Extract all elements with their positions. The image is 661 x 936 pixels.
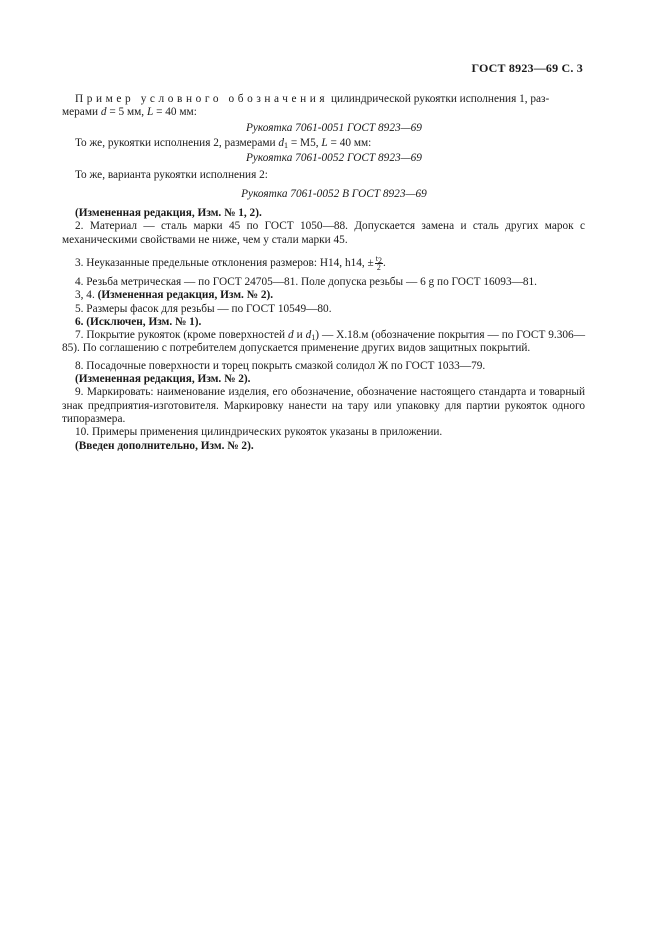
- item-8-grease: 8. Посадочные поверхности и торец покрыть смазкой солидол Ж по ГОСТ 1033—79.: [75, 359, 486, 372]
- frac-den: 2: [376, 262, 381, 272]
- example-paragraph: [75, 93, 585, 106]
- designation-2: Рукоятка 7061-0052 ГОСТ 8923—69: [246, 152, 422, 165]
- designation-1: Рукоятка 7061-0051 ГОСТ 8923—69: [246, 121, 422, 134]
- item-2-material: 2. Материал — сталь марки 45 по ГОСТ 1050—88. Допускается замена и сталь других марок с механическими свойствами не ниже, чем у стали марки 45.: [62, 220, 585, 246]
- item-7-b: ) — X.18.м (обозначение покрытия — по ГОСТ 9.306—85). По соглашению с потребителем допускается применение других видов защитных покрытий.: [62, 329, 585, 355]
- item-7-d1: d: [305, 329, 312, 342]
- item-3-4-note: (Измененная редакция, Изм. № 2).: [97, 289, 274, 302]
- frac-num: t: [375, 253, 378, 263]
- same-version2: [75, 137, 585, 150]
- same2-c: = 40 мм:: [327, 136, 372, 149]
- designation-3: Рукоятка 7061-0052 В ГОСТ 8923—69: [241, 187, 427, 200]
- item-9-marking: 9. Маркировать: наименование изделия, его обозначение, обозначение настоящего стандарта и товарный знак предприятия-изготовителя. Маркировку нанести на тару или упаковку для партии рукояток одного типоразмера.: [62, 386, 585, 425]
- item-3-4-number: 3, 4.: [75, 289, 98, 302]
- var-d1-sub: 1: [284, 140, 289, 150]
- var-d: d: [100, 106, 107, 119]
- item-3-4-revision: [75, 289, 585, 302]
- var-d1: d: [278, 136, 285, 149]
- var-L2: L: [321, 136, 328, 149]
- example-line2-prefix: мерами: [62, 106, 101, 119]
- page-header: ГОСТ 8923—69 С. 3: [471, 61, 583, 75]
- item-7-a: 7. Покрытие рукояток (кроме поверхностей: [75, 329, 289, 342]
- item-3-text: 3. Неуказанные предельные отклонения размеров: H14, h14, ±: [75, 257, 374, 270]
- item-7-d1-sub: 1: [311, 333, 316, 343]
- example-line2: [62, 106, 585, 119]
- example-text: цилиндрической рукоятки исполнения 1, раз-: [328, 93, 550, 105]
- item-3-end: .: [382, 257, 386, 270]
- same2-b: = M5,: [288, 136, 322, 149]
- revision-note-2: (Измененная редакция, Изм. № 2).: [75, 373, 251, 386]
- revision-note-1: (Измененная редакция, Изм. № 1, 2).: [75, 207, 262, 220]
- item-5-chamfers: 5. Размеры фасок для резьбы — по ГОСТ 10549—80.: [75, 302, 332, 315]
- item-10-examples: 10. Примеры применения цилиндрических рукояток указаны в приложении.: [75, 426, 443, 439]
- item-3-tolerances: [75, 255, 585, 272]
- item-7-and: и: [293, 329, 306, 342]
- example-line2-mid: = 5 мм,: [106, 106, 147, 119]
- variant-text: То же, варианта рукоятки исполнения 2:: [75, 169, 268, 182]
- item-7-coating: [62, 329, 585, 356]
- example-line2-end: = 40 мм:: [153, 106, 197, 119]
- frac-num-sub: 2: [377, 255, 382, 265]
- fraction-t2: [375, 255, 383, 272]
- item-6-excluded: 6. (Исключен, Изм. № 1).: [75, 315, 202, 328]
- item-7-d: d: [288, 329, 294, 342]
- example-spaced-label: Пример условного обозначения: [75, 93, 329, 105]
- document-body: [62, 93, 585, 453]
- var-L: L: [146, 106, 154, 119]
- same2-a: То же, рукоятки исполнения 2, размерами: [75, 136, 279, 149]
- item-4-thread: 4. Резьба метрическая — по ГОСТ 24705—81. Поле допуска резьбы — 6 g по ГОСТ 16093—81.: [75, 275, 538, 288]
- added-note: (Введен дополнительно, Изм. № 2).: [75, 439, 254, 452]
